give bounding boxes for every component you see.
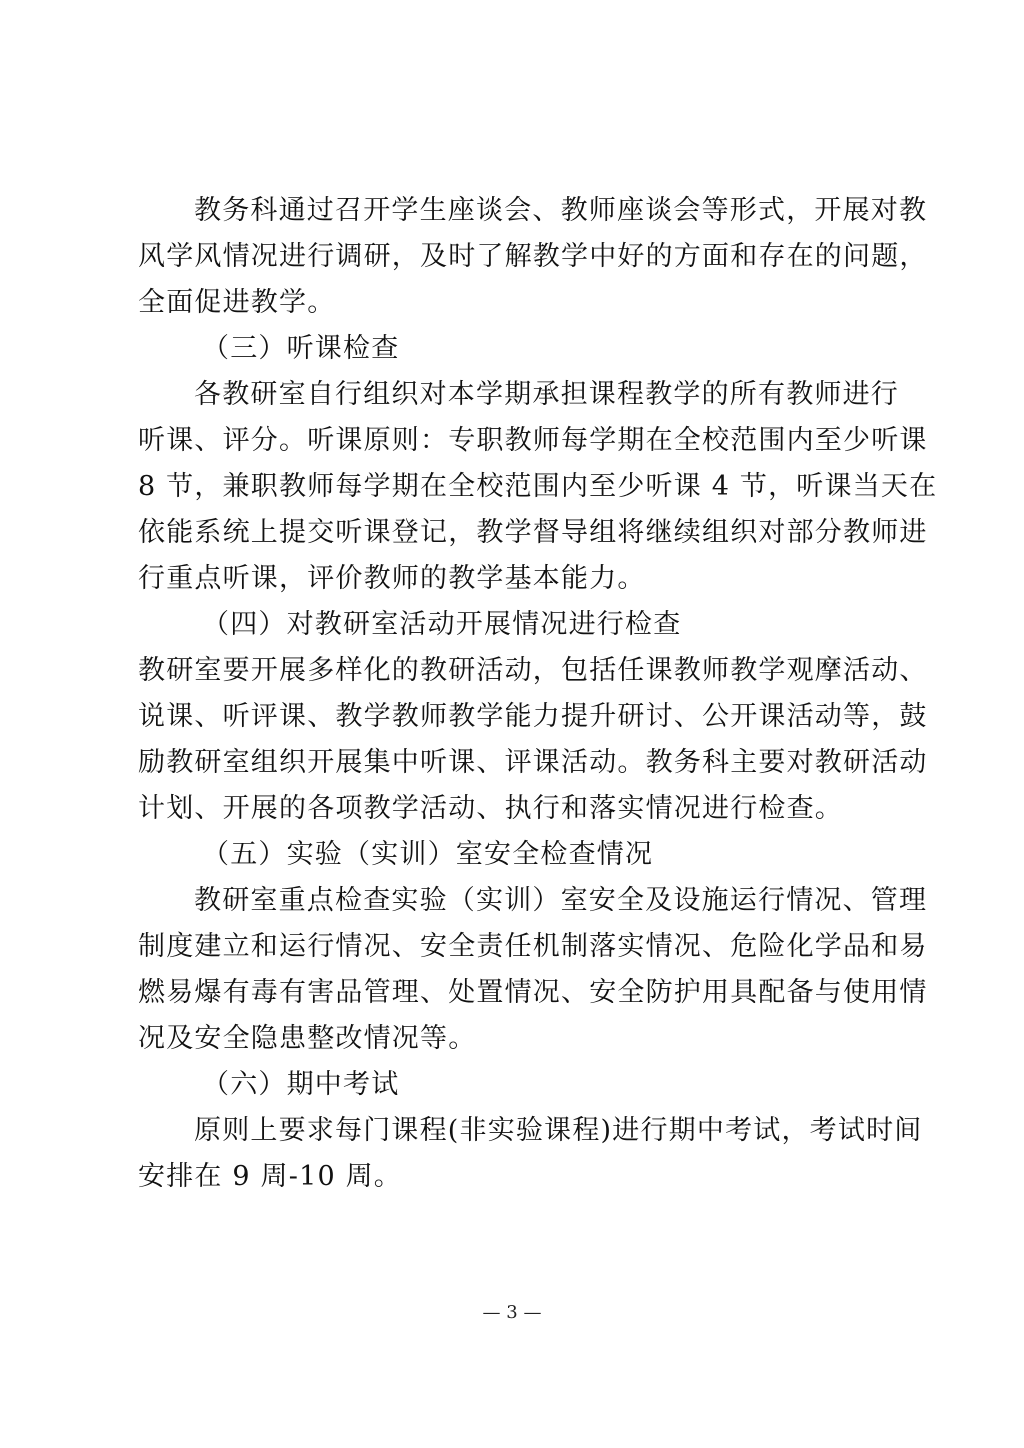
paragraph-line: 计划、开展的各项教学活动、执行和落实情况进行检查。 (138, 793, 843, 824)
paragraph-line: 听课、评分。听课原则：专职教师每学期在全校范围内至少听课 (138, 425, 928, 456)
section-heading: （四）对教研室活动开展情况进行检查 (202, 609, 682, 640)
paragraph-line: 励教研室组织开展集中听课、评课活动。教务科主要对教研活动 (138, 747, 928, 778)
paragraph-line: 行重点听课，评价教师的教学基本能力。 (138, 563, 646, 594)
paragraph-line: 况及安全隐患整改情况等。 (138, 1023, 477, 1054)
paragraph-line: 依能系统上提交听课登记，教学督导组将继续组织对部分教师进 (138, 517, 928, 548)
paragraph-line: 教务科通过召开学生座谈会、教师座谈会等形式，开展对教 (194, 195, 928, 226)
section-heading: （三）听课检查 (202, 333, 400, 364)
page-number: — 3 — (482, 1302, 542, 1323)
paragraph-line: 各教研室自行组织对本学期承担课程教学的所有教师进行 (194, 379, 899, 410)
paragraph-line: 说课、听评课、教学教师教学能力提升研讨、公开课活动等，鼓 (138, 701, 928, 732)
paragraph-line: 教研室要开展多样化的教研活动，包括任课教师教学观摩活动、 (138, 655, 928, 686)
paragraph-line: 制度建立和运行情况、安全责任机制落实情况、危险化学品和易 (138, 931, 928, 962)
paragraph-line: 全面促进教学。 (138, 287, 336, 318)
paragraph-line: 安排在 9 周-10 周。 (138, 1161, 403, 1192)
paragraph-line: 风学风情况进行调研，及时了解教学中好的方面和存在的问题， (138, 241, 928, 272)
section-heading: （六）期中考试 (202, 1069, 400, 1100)
document-body (138, 188, 938, 1200)
paragraph-line: 8 节，兼职教师每学期在全校范围内至少听课 4 节，听课当天在 (138, 471, 938, 502)
paragraph-line: 燃易爆有毒有害品管理、处置情况、安全防护用具配备与使用情 (138, 977, 928, 1008)
paragraph-line: 原则上要求每门课程(非实验课程)进行期中考试，考试时间 (194, 1115, 923, 1146)
paragraph-line: 教研室重点检查实验（实训）室安全及设施运行情况、管理 (194, 885, 928, 916)
section-heading: （五）实验（实训）室安全检查情况 (202, 839, 654, 870)
